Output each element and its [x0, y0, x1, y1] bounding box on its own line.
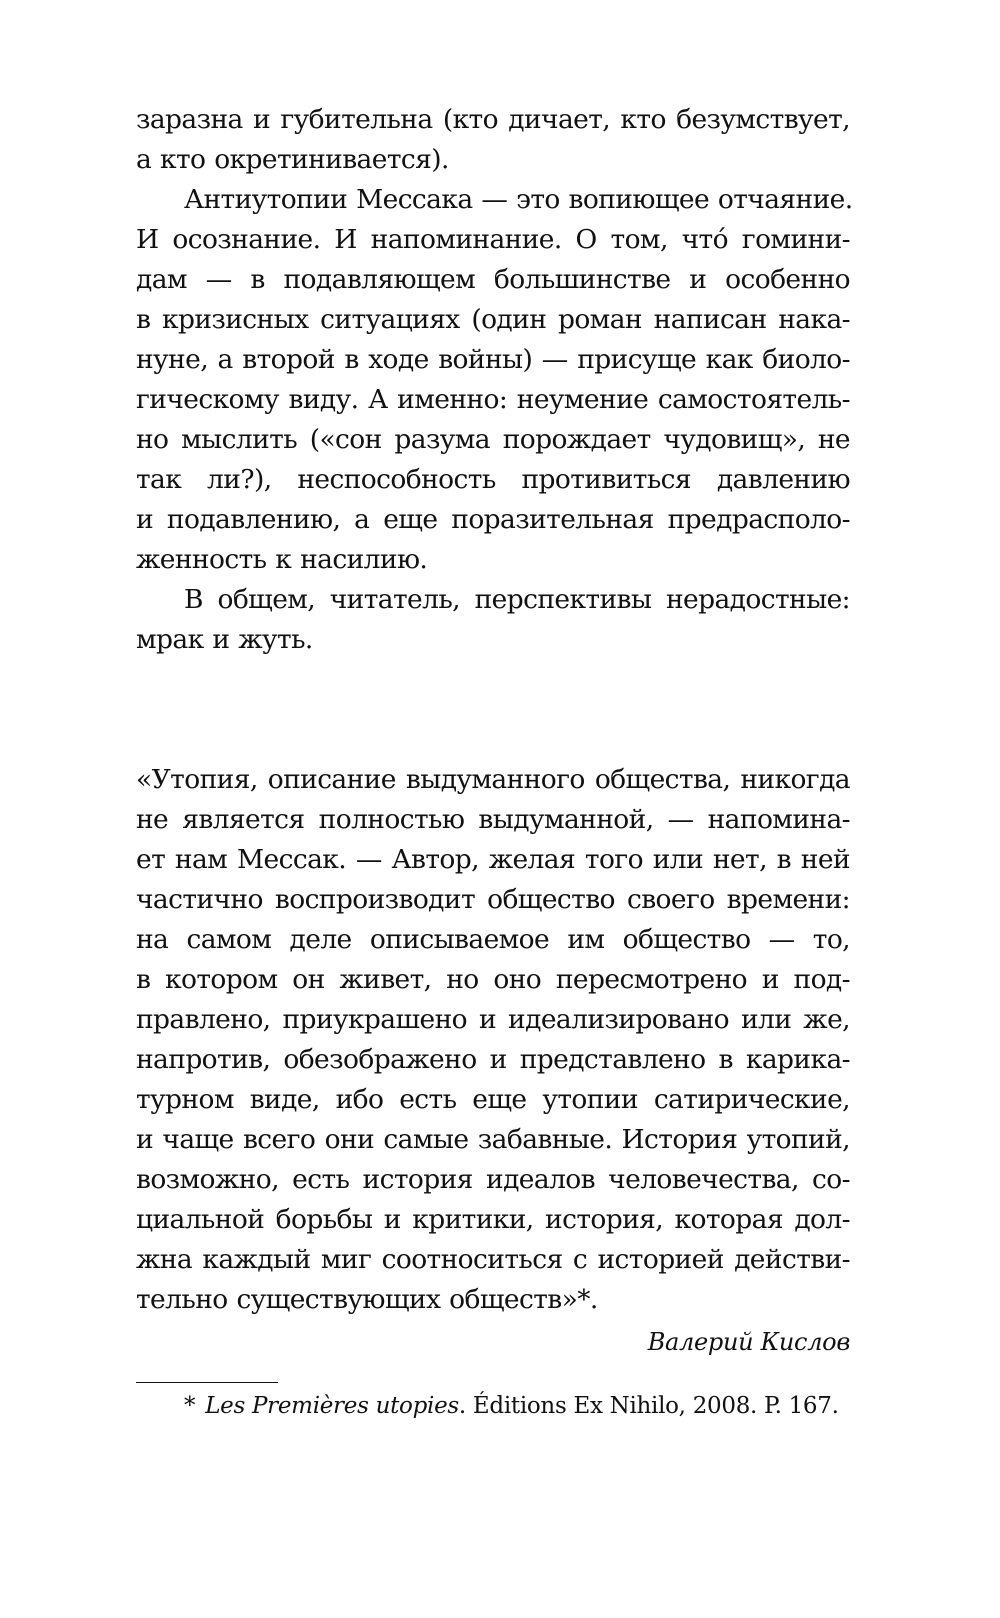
- paragraph-continuation: [136, 100, 850, 180]
- text-line: ет нам Мессак. — Автор, желая того или нет, в ней: [136, 844, 850, 875]
- text-line: нуне, а второй в ходе войны) — присуще как биоло-: [136, 344, 850, 375]
- text-line: циальной борьбы и критики, история, которая дол-: [136, 1204, 850, 1235]
- text-line: в кризисных ситуациях (один роман написан нака-: [136, 304, 850, 335]
- text-line: турном виде, ибо есть еще утопии сатирические,: [136, 1084, 850, 1115]
- text-line: «Утопия, описание выдуманного общества, никогда: [136, 764, 850, 795]
- text-line: И осознание. И напоминание. О том, что́ гомини-: [136, 224, 850, 255]
- text-line: жна каждый миг соотноситься с историей действи-: [136, 1244, 850, 1275]
- quote-block: [136, 760, 850, 1320]
- text-line: мрак и жуть.: [136, 624, 313, 655]
- text-line: тельно существующих обществ»*.: [136, 1284, 598, 1315]
- text-line: так ли?), неспособность противиться давлению: [136, 464, 850, 495]
- footnote-source-details: . Éditions Ex Nihilo, 2008. P. 167.: [458, 1393, 839, 1419]
- text-line: в котором он живет, но оно пересмотрено и под-: [136, 964, 850, 995]
- footnote-marker: *: [184, 1393, 196, 1419]
- text-line: женность к насилию.: [136, 544, 428, 575]
- text-line: заразна и губительна (кто дичает, кто безумствует,: [136, 104, 850, 135]
- text-line: не является полностью выдуманной, — напомина-: [136, 804, 850, 835]
- text-line: В общем, читатель, перспективы нерадостные:: [184, 584, 850, 615]
- text-line: Антиутопии Мессака — это вопиющее отчаяние.: [184, 184, 853, 215]
- footnote-divider: [136, 1382, 278, 1383]
- paragraph-conclusion: [136, 580, 850, 660]
- book-page: [136, 100, 853, 1423]
- text-line: возможно, есть история идеалов человечества, со-: [136, 1164, 850, 1195]
- footnote-source-title: Les Premières utopies: [205, 1393, 459, 1419]
- text-line: гическому виду. А именно: неумение самостоятель-: [136, 384, 850, 415]
- footnote: [136, 1389, 850, 1423]
- author-signature: Валерий Кислов: [647, 1328, 850, 1356]
- text-line: частично воспроизводит общество своего времени:: [136, 884, 850, 915]
- section-gap: [136, 660, 850, 760]
- text-line: но мыслить («сон разума порождает чудовищ», не: [136, 424, 850, 455]
- text-line: а кто окретинивается).: [136, 144, 449, 175]
- paragraph-anti-utopias: [136, 180, 853, 580]
- text-line: напротив, обезображено и представлено в карика-: [136, 1044, 850, 1075]
- text-line: дам — в подавляющем большинстве и особенно: [136, 264, 850, 295]
- text-line: правлено, приукрашено и идеализировано или же,: [136, 1004, 850, 1035]
- text-line: на самом деле описываемое им общество — то,: [136, 924, 850, 955]
- text-line: и чаще всего они самые забавные. История утопий,: [136, 1124, 850, 1155]
- text-line: и подавлению, а еще поразительная предрасполо-: [136, 504, 850, 535]
